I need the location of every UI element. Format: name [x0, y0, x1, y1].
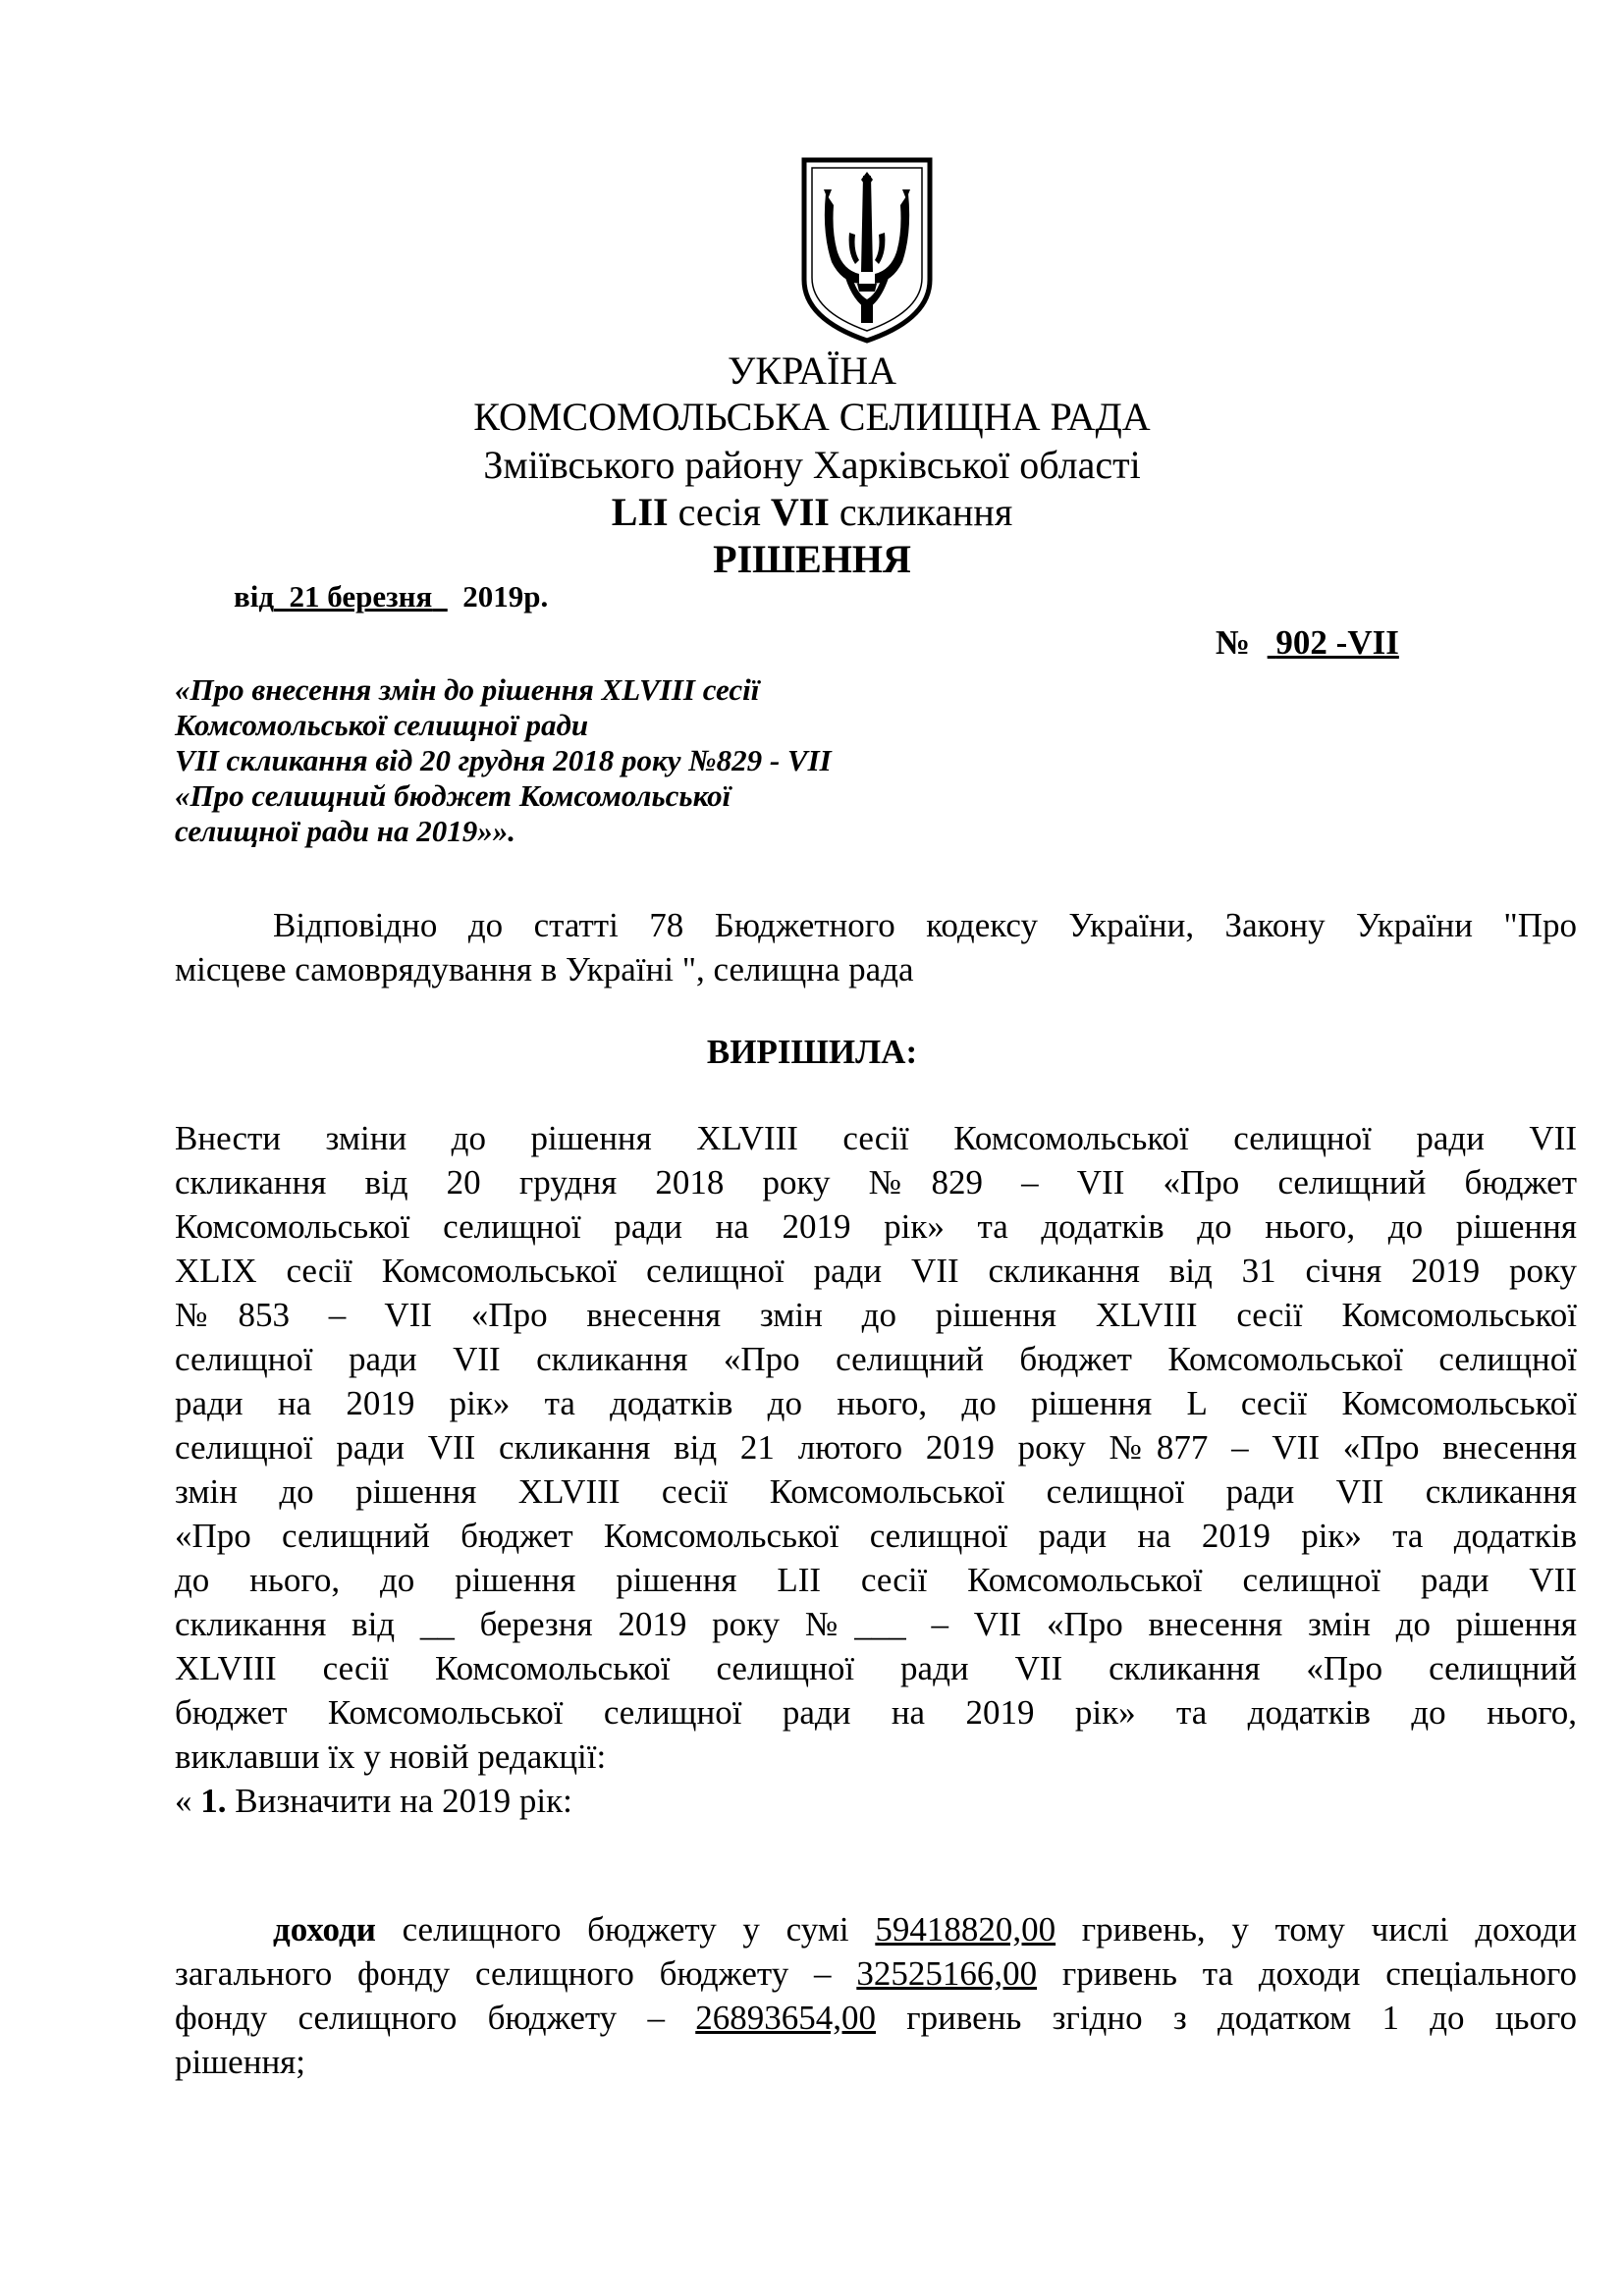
income-special-fund: 26893654,00: [695, 1999, 876, 2037]
item-1-text: Визначити на 2019 рік:: [226, 1782, 572, 1820]
convocation-word: скликання: [839, 490, 1013, 534]
income-paragraph: доходи селищного бюджету у сумі 59418820,00 гривень, у тому числі доходи загального фонду селищного бюджету – 32525166,00 гривень та доходи спеціального фонду селищного бюджету – 26893654,00 гривень згідно з додатком 1 до цього рішення;: [175, 1910, 1577, 2081]
item-1-prefix: «: [175, 1782, 201, 1820]
decision-number: [1216, 623, 1399, 663]
body-line: скликання від __ березня 2019 року №___ – VII «Про внесення змін до рішення: [175, 1605, 1577, 1643]
body-line: Комсомольської селищної ради на 2019 рік» та додатків до нього, до рішення: [175, 1207, 1577, 1246]
body-line: змін до рішення XLVIII сесії Комсомольської селищної ради VII скликання: [175, 1472, 1577, 1511]
body-line: XLIX сесії Комсомольської селищної ради VII скликання від 31 січня 2019 року: [175, 1252, 1577, 1290]
income-general-fund: 32525166,00: [856, 1954, 1038, 1993]
body-line: №853 – VII «Про внесення змін до рішення XLVIII сесії Комсомольської: [175, 1296, 1577, 1334]
body-line: виклавши їх у новій редакції:: [175, 1737, 607, 1776]
preamble-line: Відповідно до статті 78 Бюджетного кодексу України, Закону України "Про: [273, 906, 1577, 944]
body-line: до нього, до рішення рішення LII сесії Комсомольської селищної ради VII: [175, 1561, 1577, 1599]
decision-date: [234, 579, 548, 614]
country-title: УКРАЇНА: [727, 348, 897, 393]
date-prefix: від: [234, 579, 275, 614]
decision-body: [175, 1116, 1577, 1823]
number-value: 902 -VII: [1275, 623, 1399, 662]
body-line: селищної ради VII скликання «Про селищний бюджет Комсомольської селищної: [175, 1340, 1577, 1378]
subject-line: селищної ради на 2019»».: [175, 814, 515, 848]
subject-line: «Про селищний бюджет Комсомольської: [175, 778, 731, 813]
subject-line: VII скликання від 20 грудня 2018 року №829 - VII: [175, 743, 832, 777]
body-line: «Про селищний бюджет Комсомольської селищної ради на 2019 рік» та додатків: [175, 1517, 1577, 1555]
coat-of-arms-icon: [798, 154, 936, 346]
body-line: скликання від 20 грудня 2018 року №829 – VII «Про селищний бюджет: [175, 1163, 1577, 1201]
body-line: ради на 2019 рік» та додатків до нього, до рішення L сесії Комсомольської: [175, 1384, 1577, 1422]
session-word: сесія: [677, 490, 761, 534]
session-line: [0, 489, 1624, 536]
body-line: Внести зміни до рішення XLVIII сесії Комсомольської селищної ради VII: [175, 1119, 1577, 1157]
subject-line: Комсомольської селищної ради: [175, 708, 589, 742]
session-roman: LII: [611, 490, 669, 534]
preamble: [175, 903, 1577, 991]
item-1: [175, 1779, 1577, 1823]
date-year: 2019р.: [462, 579, 549, 614]
body-line: бюджет Комсомольської селищної ради на 2019 рік» та додатків до нього,: [175, 1693, 1577, 1732]
district-title: Зміївського району Харківської області: [483, 443, 1141, 487]
income-bold-word: доходи: [273, 1910, 376, 1949]
decision-subject: [175, 672, 1058, 849]
document-type: РІШЕННЯ: [713, 537, 911, 581]
body-line: селищної ради VII скликання від 21 лютого 2019 року №877 – VII «Про внесення: [175, 1428, 1577, 1467]
council-title: КОМСОМОЛЬСЬКА СЕЛИЩНА РАДА: [473, 395, 1151, 439]
decided-heading: ВИРІШИЛА:: [706, 1033, 918, 1071]
preamble-line: місцеве самоврядування в Україні ", селищна рада: [175, 950, 914, 988]
income-total: 59418820,00: [875, 1910, 1056, 1949]
number-symbol: №: [1216, 623, 1251, 662]
body-line: XLVIII сесії Комсомольської селищної ради VII скликання «Про селищний: [175, 1649, 1577, 1687]
convocation-roman: VII: [770, 490, 830, 534]
subject-line: «Про внесення змін до рішення XLVIII сесії: [175, 672, 760, 707]
date-value: 21 березня: [289, 579, 433, 614]
item-1-number: 1.: [200, 1782, 227, 1820]
